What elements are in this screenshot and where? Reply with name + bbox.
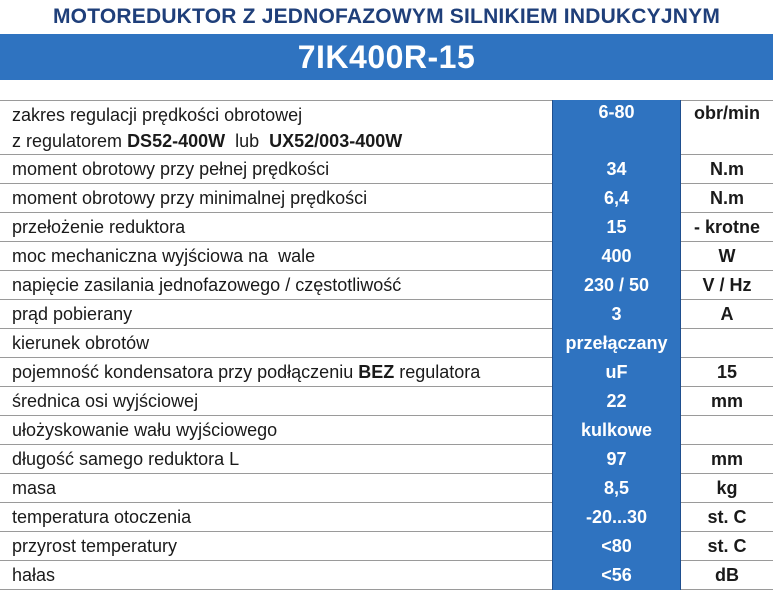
table-row-speed-range	[0, 100, 773, 155]
table-row-rotation-direction	[0, 329, 773, 358]
row-label: długość samego reduktora L	[12, 449, 240, 469]
row-value: 22	[552, 386, 681, 416]
row-label: napięcie zasilania jednofazowego / częstotliwość	[12, 275, 402, 295]
row-value: kulkowe	[552, 415, 681, 445]
label-line	[12, 359, 550, 385]
table-row-bearings	[0, 416, 773, 445]
row-label: temperatura otoczenia	[12, 507, 192, 527]
row-value: -20...30	[552, 502, 681, 532]
row-label: masa	[12, 478, 57, 498]
row-unit: dB	[715, 564, 739, 585]
table-row-temperature-rise	[0, 532, 773, 561]
row-label	[12, 101, 550, 154]
regulator-model-ux52: UX52/003-400W	[269, 130, 403, 151]
row-unit: W	[718, 245, 736, 266]
row-unit: st. C	[707, 535, 747, 556]
row-label: moment obrotowy przy pełnej prędkości	[12, 159, 330, 179]
regulator-model-ds52: DS52-400W	[127, 130, 226, 151]
row-unit: obr/min	[694, 103, 760, 123]
table-row-shaft-diameter	[0, 387, 773, 416]
label-text: z regulatorem	[12, 130, 128, 151]
row-unit: N.m	[709, 187, 744, 208]
row-unit: kg	[716, 477, 738, 498]
row-label: hałas	[12, 565, 56, 585]
table-row-current	[0, 300, 773, 329]
row-value: 6,4	[552, 183, 681, 213]
table-row-noise	[0, 561, 773, 590]
row-label: przyrost temperatury	[12, 536, 178, 556]
row-label: kierunek obrotów	[12, 333, 150, 353]
row-value: uF	[552, 357, 681, 387]
row-label	[12, 358, 550, 386]
row-value: 15	[552, 212, 681, 242]
row-unit: st. C	[707, 506, 747, 527]
table-row-capacitor	[0, 358, 773, 387]
row-value: 97	[552, 444, 681, 474]
row-label-line1: zakres regulacji prędkości obrotowej	[12, 104, 303, 125]
specification-table	[0, 100, 773, 590]
label-text: regulatora	[394, 362, 481, 382]
row-value: <56	[552, 560, 681, 590]
table-row-torque-min	[0, 184, 773, 213]
table-row-torque-full	[0, 155, 773, 184]
label-text: lub	[225, 130, 270, 151]
table-row-gear-ratio	[0, 213, 773, 242]
row-unit: N.m	[709, 158, 744, 179]
row-unit: A	[720, 303, 734, 324]
row-unit	[681, 329, 773, 357]
row-value: 230 / 50	[552, 270, 681, 300]
row-label: prąd pobierany	[12, 304, 133, 324]
label-text: pojemność kondensatora przy podłączeniu	[12, 362, 359, 382]
label-emphasis: BEZ	[358, 362, 395, 382]
row-value: przełączany	[552, 328, 681, 358]
row-value: <80	[552, 531, 681, 561]
table-row-gearbox-length	[0, 445, 773, 474]
row-unit: V / Hz	[702, 274, 752, 295]
document-title: MOTOREDUKTOR Z JEDNOFAZOWYM SILNIKIEM INDUKCYJNYM	[52, 5, 721, 28]
row-unit: 15	[716, 361, 738, 382]
row-value: 8,5	[552, 473, 681, 503]
row-unit: - krotne	[693, 216, 760, 237]
row-value: 3	[552, 299, 681, 329]
row-label: moment obrotowy przy minimalnej prędkości	[12, 188, 368, 208]
row-value: 34	[552, 154, 681, 184]
row-label-line2	[12, 128, 550, 154]
table-row-mass	[0, 474, 773, 503]
table-row-ambient-temperature	[0, 503, 773, 532]
table-row-voltage	[0, 271, 773, 300]
row-unit: mm	[710, 390, 743, 411]
row-value: 6-80	[552, 100, 681, 155]
row-unit: mm	[710, 448, 743, 469]
row-label: średnica osi wyjściowej	[12, 391, 199, 411]
row-unit	[681, 416, 773, 444]
row-label: przełożenie reduktora	[12, 217, 186, 237]
row-value: 400	[552, 241, 681, 271]
row-label: moc mechaniczna wyjściowa na wale	[12, 246, 316, 266]
table-row-power	[0, 242, 773, 271]
row-label: ułożyskowanie wału wyjściowego	[12, 420, 278, 440]
model-name-banner: 7IK400R-15	[0, 34, 773, 80]
